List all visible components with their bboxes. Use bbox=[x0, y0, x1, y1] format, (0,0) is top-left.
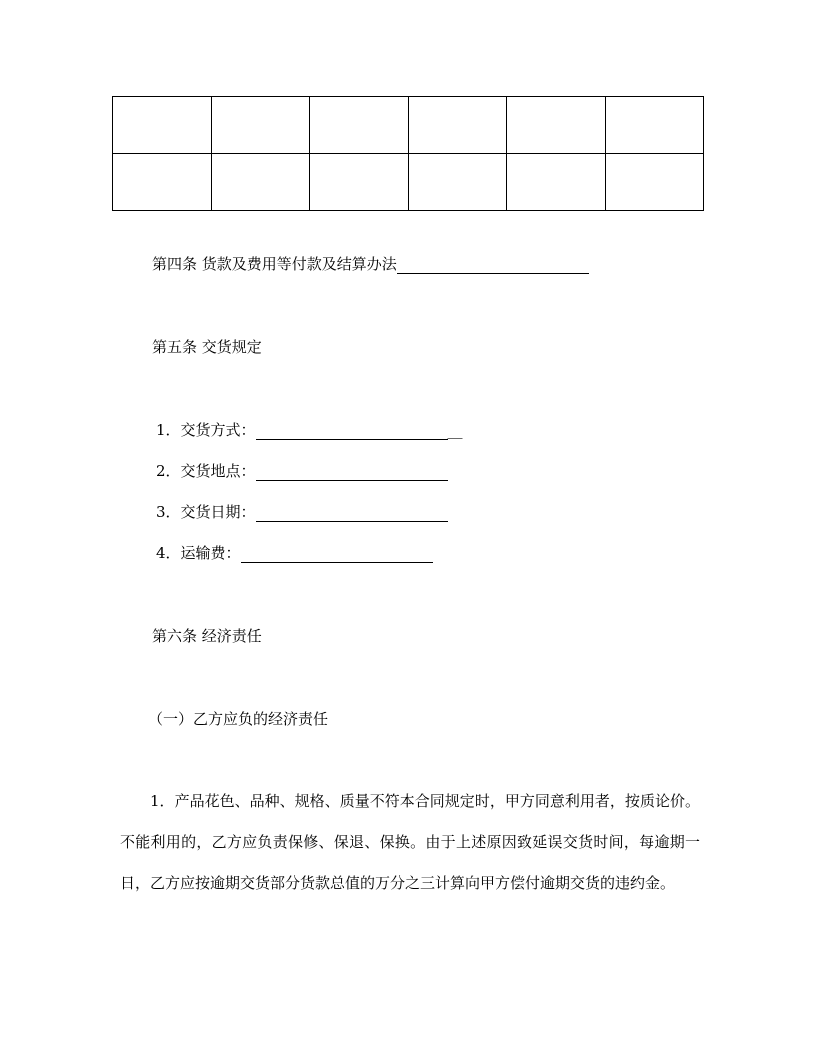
table-cell bbox=[113, 97, 212, 154]
delivery-date-label: 3．交货日期： bbox=[156, 503, 256, 521]
delivery-date-line bbox=[156, 502, 448, 522]
delivery-method-blank[interactable] bbox=[256, 422, 448, 440]
table-cell bbox=[408, 97, 507, 154]
table-cell bbox=[507, 97, 606, 154]
article-6-paragraph-1: 1．产品花色、品种、规格、质量不符本合同规定时，甲方同意利用者，按质论价。不能利用的，乙方应负责保修、保退、保换。由于上述原因致延误交货时间，每逾期一日，乙方应按逾期交货部分货款总值的万分之三计算向甲方偿付逾期交货的违约金。 bbox=[120, 792, 700, 892]
blank-table bbox=[112, 96, 704, 211]
delivery-method-label: 1．交货方式： bbox=[156, 421, 256, 439]
article-6-heading: 第六条 经济责任 bbox=[152, 627, 262, 645]
delivery-place-label: 2．交货地点： bbox=[156, 462, 256, 480]
delivery-method-line bbox=[156, 420, 463, 440]
table-cell bbox=[113, 154, 212, 211]
table-cell bbox=[211, 154, 310, 211]
delivery-place-line bbox=[156, 461, 448, 481]
table-cell bbox=[605, 154, 704, 211]
transport-fee-label: 4．运输费： bbox=[156, 544, 241, 562]
transport-fee-blank[interactable] bbox=[241, 545, 433, 563]
table-cell bbox=[310, 154, 409, 211]
transport-fee-line bbox=[156, 543, 433, 563]
article-6-subheading: （一）乙方应负的经济责任 bbox=[148, 710, 329, 728]
delivery-method-tail: __ bbox=[447, 421, 463, 439]
article-4-text: 第四条 货款及费用等付款及结算办法 bbox=[152, 255, 397, 273]
delivery-place-blank[interactable] bbox=[256, 463, 448, 481]
table-row bbox=[113, 154, 704, 211]
delivery-date-blank[interactable] bbox=[256, 504, 448, 522]
article-4-line bbox=[152, 254, 589, 274]
table-cell bbox=[408, 154, 507, 211]
table-row bbox=[113, 97, 704, 154]
table-cell bbox=[507, 154, 606, 211]
table-cell bbox=[310, 97, 409, 154]
article-5-heading: 第五条 交货规定 bbox=[152, 338, 262, 356]
table-cell bbox=[211, 97, 310, 154]
table-cell bbox=[605, 97, 704, 154]
payment-method-blank[interactable] bbox=[397, 256, 589, 274]
